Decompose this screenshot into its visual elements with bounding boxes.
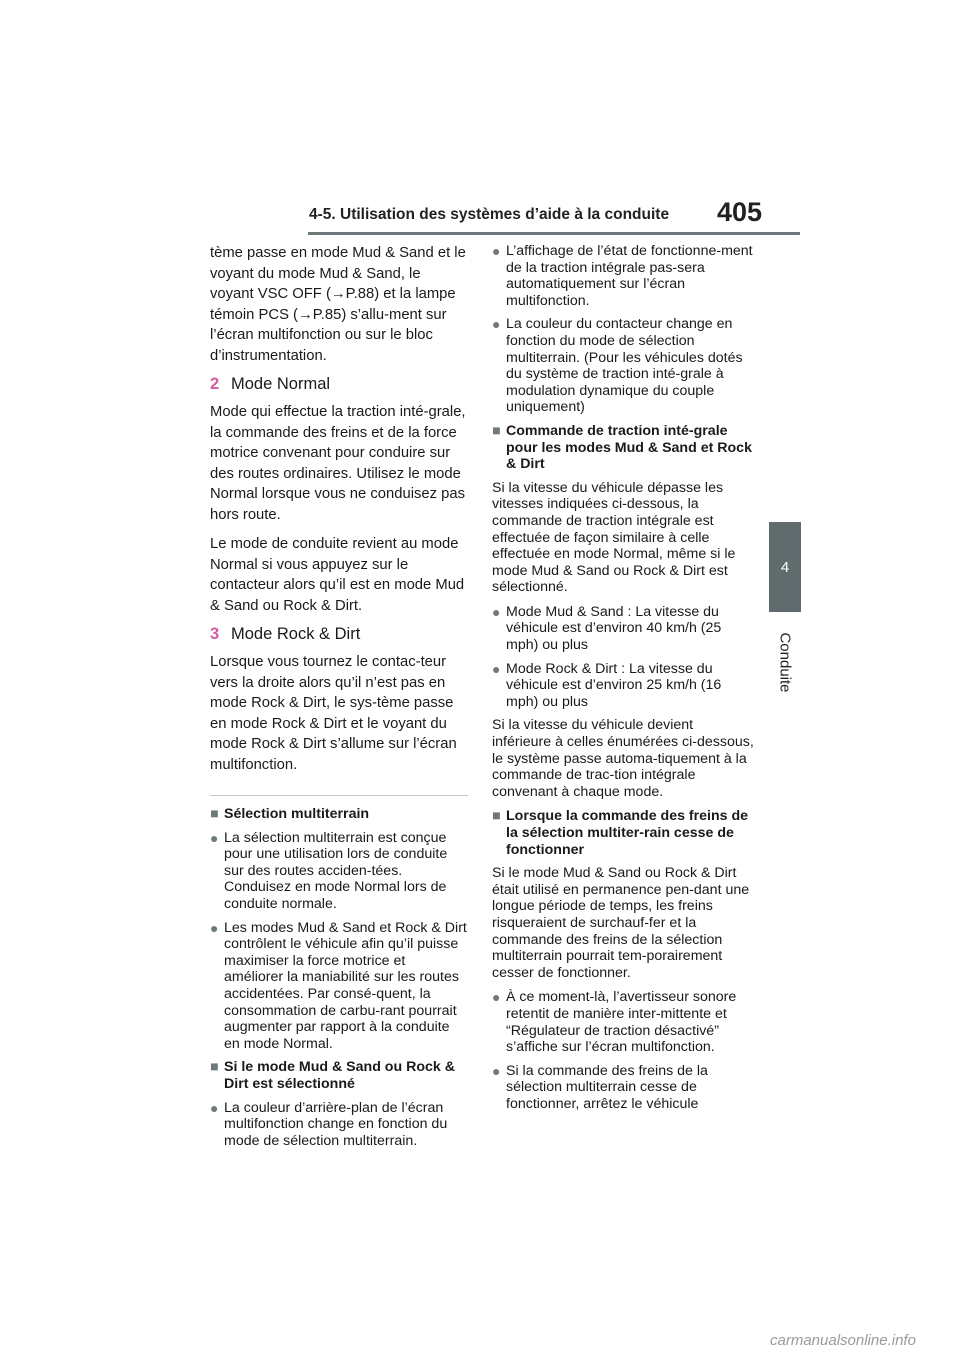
chapter-tab — [769, 522, 801, 612]
circle-bullet-icon: ● — [492, 1062, 501, 1079]
square-bullet-icon: ■ — [492, 808, 501, 825]
page-header-title: 4-5. Utilisation des systèmes d’aide à la conduite — [309, 206, 670, 223]
chapter-label-text: Conduite — [776, 631, 794, 693]
paragraph: Si la vitesse du véhicule devient inférieure à celles énumérées ci-dessous, le système passe automa-tiquement à la commande de trac-tion intégrale convenant à chaque mode. — [492, 717, 754, 800]
header-rule — [308, 232, 800, 235]
paragraph: Si la vitesse du véhicule dépasse les vitesses indiquées ci-dessous, la commande de traction intégrale est effectuée de façon similaire à celle effectuée en mode Normal, même si le mode Mud & Sand ou Rock & Dirt est sélectionné. — [492, 479, 736, 596]
bullet-text: Les modes Mud & Sand et Rock & Dirt contrôlent le véhicule afin qu’il puisse maximiser la force motrice et améliorer la maniabilité sur les routes accidentées. Par consé-quent, la consommation de carbu-rant pourrait augmenter par rapport à la conduite en mode Normal. — [224, 919, 467, 1052]
step-2-number: 2 — [210, 375, 220, 393]
bullet-item — [210, 830, 468, 913]
step-3-title: Mode Rock & Dirt — [231, 625, 361, 643]
bullet-item — [492, 604, 754, 654]
section-divider — [210, 795, 468, 796]
circle-bullet-icon: ● — [492, 660, 501, 677]
bullet-item — [492, 661, 754, 711]
section-title: Lorsque la commande des freins de la sélection multiter-rain cesse de fonctionner — [506, 808, 749, 858]
section-title: Si le mode Mud & Sand ou Rock & Dirt est sélectionné — [224, 1059, 455, 1092]
page-number: 405 — [717, 197, 763, 227]
right-column — [492, 243, 754, 1120]
intro-paragraph: tème passe en mode Mud & Sand et le voyant du mode Mud & Sand, le voyant VSC OFF (→P.88) et la lampe témoin PCS (→P.85) s’allu-ment sur l’écran multifonction ou sur le bloc d’instrumentation. — [210, 245, 466, 364]
bullet-text: Mode Mud & Sand : La vitesse du véhicule est d’environ 40 km/h (25 mph) ou plus — [506, 603, 722, 654]
bullet-text: Mode Rock & Dirt : La vitesse du véhicule est d’environ 25 km/h (16 mph) ou plus — [506, 660, 722, 710]
section-title: Sélection multiterrain — [224, 806, 370, 822]
section-heading-traction — [492, 423, 754, 473]
square-bullet-icon: ■ — [492, 422, 501, 439]
square-bullet-icon: ■ — [210, 806, 219, 822]
bullet-item — [492, 243, 754, 309]
step-3-heading — [210, 625, 468, 644]
step-2-heading — [210, 375, 468, 394]
bullet-text: L’affichage de l’état de fonctionne-ment de la traction intégrale pas-sera automatiquement sur l’écran multifonction. — [506, 243, 753, 309]
chapter-tab-number: 4 — [780, 558, 790, 576]
step-2-paragraph-1: Mode qui effectue la traction inté-grale, la commande des freins et de la force motrice convenant pour conduire sur des routes ordinaires. Utilisez le mode Normal lorsque vous ne conduisez pas hors route. — [210, 404, 466, 523]
left-column — [210, 243, 468, 1156]
step-2-paragraph-2: Le mode de conduite revient au mode Normal si vous appuyez sur le contacteur alors qu’il est en mode Mud & Sand ou Rock & Dirt. — [210, 536, 465, 614]
step-3-number: 3 — [210, 625, 220, 643]
section-heading-mode-selected — [210, 1059, 468, 1092]
bullet-item — [210, 920, 468, 1053]
circle-bullet-icon: ● — [492, 603, 501, 620]
chapter-label — [770, 622, 800, 702]
circle-bullet-icon: ● — [492, 243, 501, 259]
section-title: Commande de traction inté-grale pour les modes Mud & Sand et Rock & Dirt — [506, 422, 752, 473]
bullet-text: La couleur du contacteur change en fonction du mode de sélection multiterrain. (Pour les véhicules dotés du système de traction inté-grale à modulation dynamique du couple uniquement) — [506, 316, 743, 416]
section-heading-multiterrain — [210, 806, 468, 823]
circle-bullet-icon: ● — [210, 1099, 219, 1116]
section-heading-brake-control — [492, 808, 754, 858]
bullet-text: À ce moment-là, l’avertisseur sonore retentit de manière inter-mittente et “Régulateur de traction désactivé” s’affiche sur l’écran multifonction. — [506, 989, 737, 1056]
square-bullet-icon: ■ — [210, 1059, 219, 1076]
bullet-text: La couleur d’arrière-plan de l’écran multifonction change en fonction du mode de sélection multiterrain. — [224, 1099, 448, 1149]
bullet-item — [492, 1063, 754, 1113]
bullet-text: La sélection multiterrain est conçue pour une utilisation lors de conduite sur des routes acciden-tées. Conduisez en mode Normal lors de conduite normale. — [224, 829, 448, 912]
paragraph: Si le mode Mud & Sand ou Rock & Dirt était utilisé en permanence pen-dant une longue période de temps, les freins risqueraient de surchauf-fer et la commande des freins de la sélection multiterrain pourrait tem-porairement cesser de fonctionner. — [492, 865, 750, 981]
circle-bullet-icon: ● — [492, 316, 501, 333]
bullet-item — [492, 316, 754, 416]
bullet-item — [492, 989, 754, 1055]
circle-bullet-icon: ● — [210, 829, 219, 846]
footer-watermark: carmanualsonline.info — [770, 1332, 916, 1349]
circle-bullet-icon: ● — [210, 919, 219, 936]
step-3-paragraph: Lorsque vous tournez le contac-teur vers la droite alors qu’il n’est pas en mode Rock & Dirt, le sys-tème passe en mode Rock & Dirt et le voyant du mode Rock & Dirt s’allume sur l’écran multifonction. — [210, 654, 457, 773]
circle-bullet-icon: ● — [492, 989, 501, 1006]
step-2-title: Mode Normal — [231, 375, 331, 393]
bullet-item — [210, 1100, 468, 1150]
bullet-text: Si la commande des freins de la sélection multiterrain cesse de fonctionner, arrêtez le véhicule — [506, 1062, 708, 1112]
